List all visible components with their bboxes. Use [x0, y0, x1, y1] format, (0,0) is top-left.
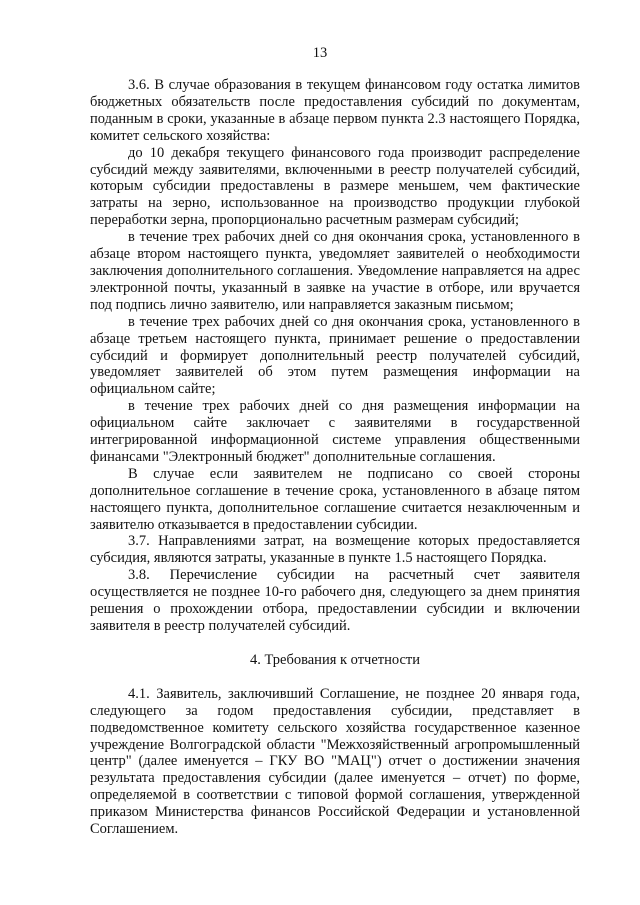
- paragraph-distribution: до 10 декабря текущего финансового года производит распределение субсидий между заявителями, включенными в реестр получателей субсидий, которым субсидии предоставлены в размере меньшем, чем фактические затраты на зерно, использованное на производство продукции глубокой переработки зерна, пропорционально расчетным размерам субсидий;: [90, 144, 580, 229]
- paragraph-3-8: 3.8. Перечисление субсидии на расчетный счет заявителя осуществляется не позднее 10-го рабочего дня, следующего за днем принятия решения о прохождении отбора, предоставлении субсидии и включении заявителя в реестр получателей субсидий.: [90, 567, 580, 634]
- paragraph-agreements: в течение трех рабочих дней со дня размещения информации на официальном сайте заключает с заявителями в государственной интегрированной информационной системе управления общественными финансами "Электронный бюджет" дополнительные соглашения.: [90, 398, 580, 465]
- paragraph-3-6: 3.6. В случае образования в текущем финансовом году остатка лимитов бюджетных обязательств после предоставления субсидий по документам, поданным в сроки, указанные в абзаце первом пункта 2.3 настоящего Порядка, комитет сельского хозяйства:: [90, 77, 580, 144]
- paragraph-4-1: 4.1. Заявитель, заключивший Соглашение, не позднее 20 января года, следующего за годом предоставления субсидии, представляет в подведомственное комитету сельского хозяйства государственное казенное учреждение Волгоградской области "Межхозяйственный агропромышленный центр" (далее именуется – ГКУ ВО "МАЦ") отчет о достижении значения результата предоставления субсидии (далее именуется – отчет) по форме, определяемой в соответствии с типовой формой соглашения, утвержденной приказом Министерства финансов Российской Федерации и установленной Соглашением.: [90, 685, 580, 838]
- paragraph-decision: в течение трех рабочих дней со дня окончания срока, установленного в абзаце третьем настоящего пункта, принимает решение о предоставлении субсидий и формирует дополнительный реестр получателей субсидий, уведомляет заявителей об этом путем размещения информации на официальном сайте;: [90, 313, 580, 398]
- paragraph-refusal: В случае если заявителем не подписано со своей стороны дополнительное соглашение в течение срока, установленного в абзаце пятом настоящего пункта, дополнительное соглашение считается незаключенным и заявителю отказывается в предоставлении субсидии.: [90, 465, 580, 533]
- document-body: [90, 77, 580, 838]
- page-number: 13: [312, 45, 328, 61]
- paragraph-3-7: 3.7. Направлениями затрат, на возмещение которых предоставляется субсидия, являются затраты, указанные в пункте 1.5 настоящего Порядка.: [90, 533, 580, 567]
- section-heading: 4. Требования к отчетности: [249, 651, 421, 668]
- paragraph-notification: в течение трех рабочих дней со дня окончания срока, установленного в абзаце втором настоящего пункта, уведомляет заявителей о необходимости заключения дополнительного соглашения. Уведомление направляется на адрес электронной почты, указанный в заявке на участие в отборе, или вручается под подпись лично заявителю, или направляется заказным письмом;: [90, 229, 580, 313]
